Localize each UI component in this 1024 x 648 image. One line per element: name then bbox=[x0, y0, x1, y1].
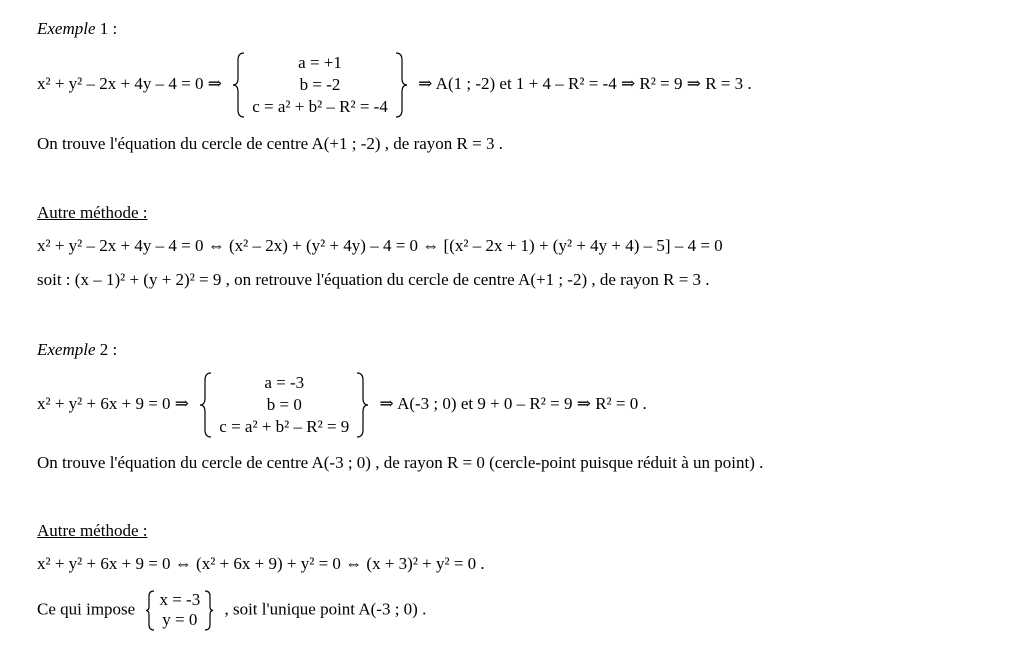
system-row-a: a = -3 bbox=[264, 373, 305, 392]
example-2-label: Exemple bbox=[37, 340, 96, 359]
final-suffix: , soit l'unique point A(-3 ; 0) . bbox=[224, 599, 427, 619]
example-2-conclusion: On trouve l'équation du cercle de centre A(-3 ; 0) , de rayon R = 0 (cercle-point puisque réduit à un point) . bbox=[37, 453, 764, 472]
right-brace-icon bbox=[394, 52, 408, 118]
right-brace-icon bbox=[355, 372, 369, 438]
right-brace-icon bbox=[204, 590, 214, 631]
example-2-final-line bbox=[37, 590, 426, 631]
example-1-equation-right: ⇒ A(1 ; -2) et 1 + 4 – R² = -4 ⇒ R² = 9 ⇒ R = 3 . bbox=[418, 73, 752, 93]
final-system-row-x: x = -3 bbox=[159, 590, 201, 609]
system-row-b: b = 0 bbox=[266, 395, 302, 414]
example-2-heading bbox=[37, 339, 117, 361]
example-1-equation bbox=[37, 52, 752, 118]
final-system-row-y: y = 0 bbox=[162, 610, 198, 629]
left-brace-icon bbox=[232, 52, 246, 118]
final-prefix: Ce qui impose bbox=[37, 599, 136, 619]
example-1-label: Exemple bbox=[37, 19, 96, 38]
system-row-a: a = +1 bbox=[298, 53, 342, 72]
example-1-number: 1 : bbox=[99, 19, 118, 38]
example-2-system bbox=[199, 372, 369, 438]
example-1-system bbox=[232, 52, 408, 118]
final-system bbox=[145, 590, 214, 631]
system-row-b: b = -2 bbox=[299, 75, 341, 94]
system-row-c: c = a² + b² – R² = -4 bbox=[252, 97, 388, 116]
example-2-equation bbox=[37, 372, 647, 438]
example-2-number: 2 : bbox=[99, 340, 118, 359]
example-1-heading bbox=[37, 18, 117, 40]
example-2-alt-line-1: x² + y² + 6x + 9 = 0 ⇔ (x² + 6x + 9) + y² = 0 ⇔ (x + 3)² + y² = 0 . bbox=[37, 554, 485, 573]
left-brace-icon bbox=[145, 590, 155, 631]
example-2-alt-title: Autre méthode : bbox=[37, 521, 148, 540]
left-brace-icon bbox=[199, 372, 213, 438]
example-1-alt-title: Autre méthode : bbox=[37, 203, 148, 222]
example-1-conclusion: On trouve l'équation du cercle de centre A(+1 ; -2) , de rayon R = 3 . bbox=[37, 134, 503, 153]
example-1-equation-left: x² + y² – 2x + 4y – 4 = 0 ⇒ bbox=[37, 73, 222, 93]
example-2-equation-left: x² + y² + 6x + 9 = 0 ⇒ bbox=[37, 393, 190, 413]
system-row-c: c = a² + b² – R² = 9 bbox=[219, 417, 350, 436]
example-1-alt-line-2: soit : (x – 1)² + (y + 2)² = 9 , on retrouve l'équation du cercle de centre A(+1 ; -2) , de rayon R = 3 . bbox=[37, 270, 710, 289]
example-2-equation-right: ⇒ A(-3 ; 0) et 9 + 0 – R² = 9 ⇒ R² = 0 . bbox=[379, 393, 647, 413]
example-1-alt-line-1: x² + y² – 2x + 4y – 4 = 0 ⇔ (x² – 2x) + (y² + 4y) – 4 = 0 ⇔ [(x² – 2x + 1) + (y² + 4y + 4) – 5] – 4 = 0 bbox=[37, 236, 723, 255]
